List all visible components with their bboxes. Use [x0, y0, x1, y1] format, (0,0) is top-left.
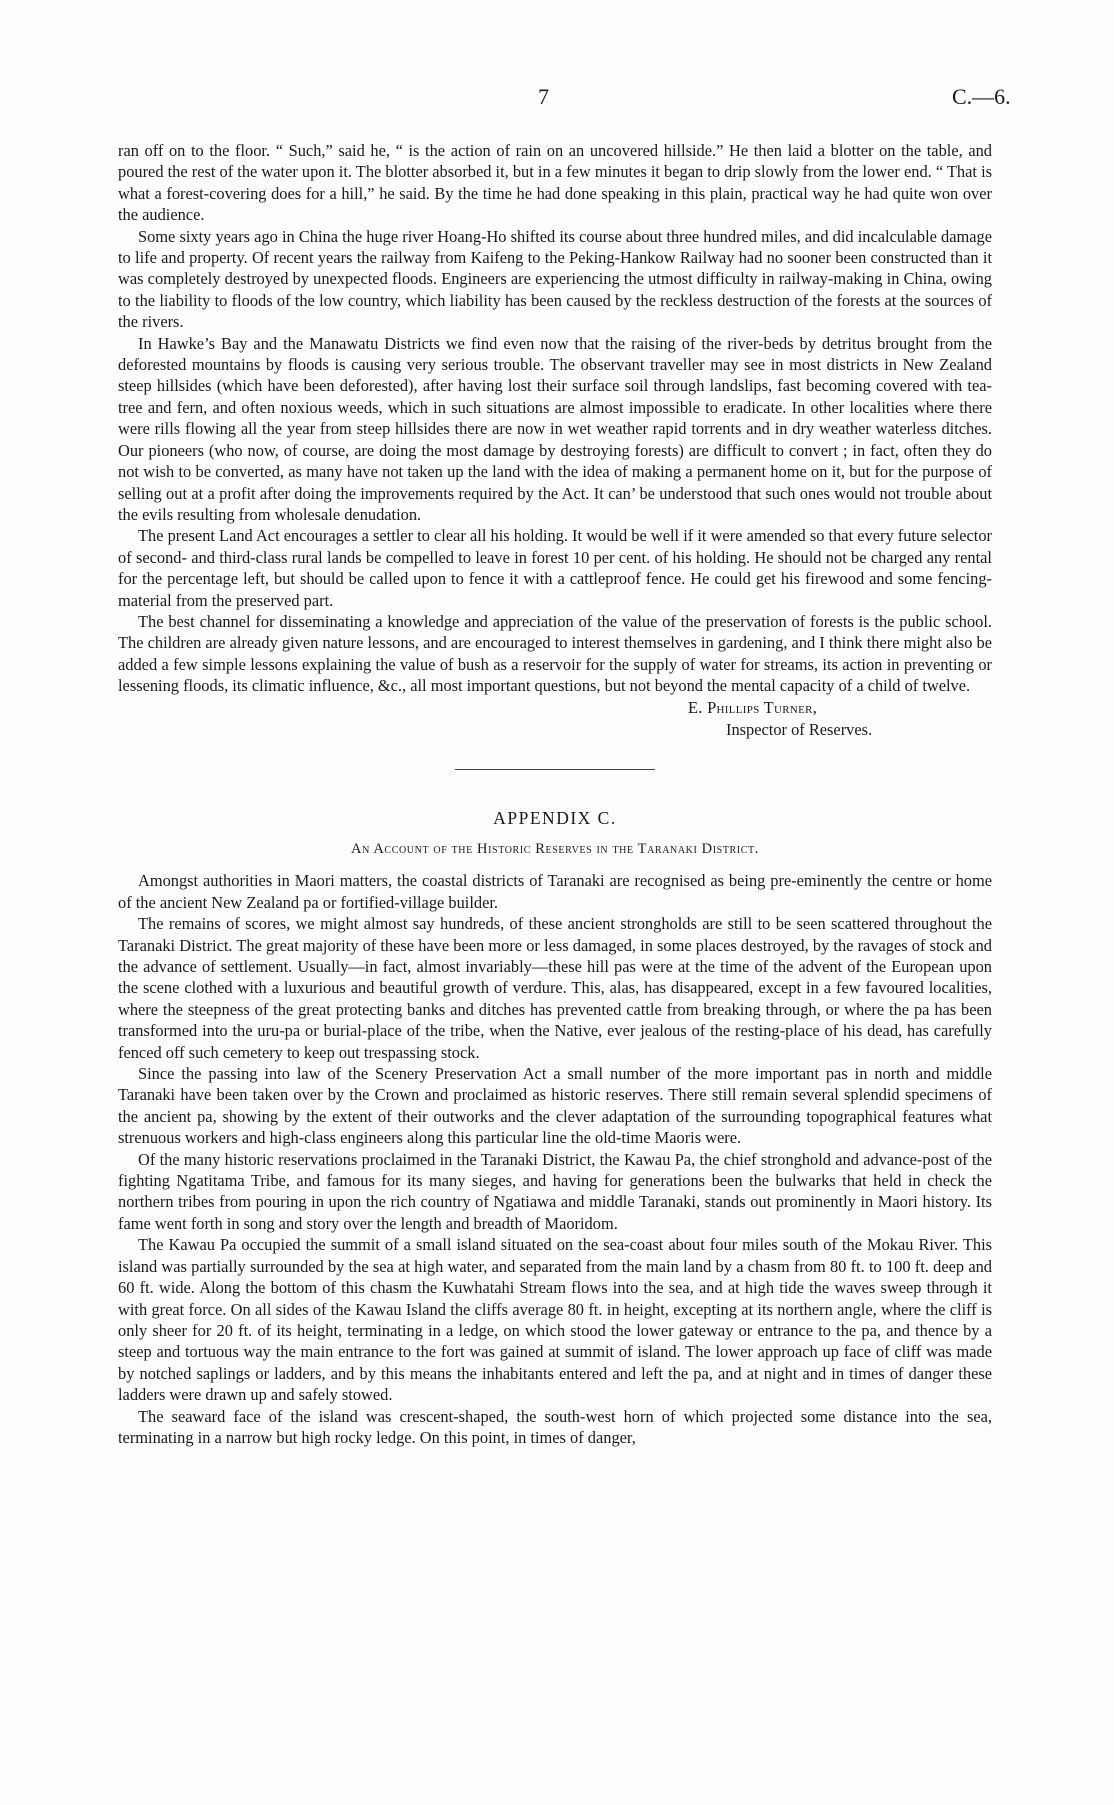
section-divider: [455, 769, 655, 770]
page-header: [0, 84, 1114, 114]
signature-block: [118, 697, 992, 741]
paragraph: The Kawau Pa occupied the summit of a small island situated on the sea-coast about four miles south of the Mokau River. This island was partially surrounded by the sea at high water, and separated from the main land by a chasm from 80 ft. to 100 ft. deep and 60 ft. wide. Along the bottom of this chasm the Kuwhatahi Stream flows into the sea, and at high tide the waves sweep through it with great force. On all sides of the Kawau Island the cliffs average 80 ft. in height, excepting at its northern angle, where the cliff is only sheer for 20 ft. of its height, terminating in a ledge, on which stood the lower gateway or entrance to the pa, and thence by a steep and tortuous way the main entrance to the fort was gained at summit of island. The lower approach up face of cliff was made by notched saplings or ladders, and by this means the inhabitants entered and left the pa, and at night and in times of danger these ladders were drawn up and safely stowed.: [118, 1235, 992, 1405]
signature-title: Inspector of Reserves.: [726, 719, 873, 739]
paragraph: Some sixty years ago in China the huge river Hoang-Ho shifted its course about three hundred miles, and did incalculable damage to life and property. Of recent years the railway from Kaifeng to the Peking-Hankow Railway had no sooner been constructed than it was completely destroyed by unexpected floods. Engineers are experiencing the utmost difficulty in railway-making in China, owing to the liability to floods of the low country, which liability has been caused by the reckless destruction of the forests at the sources of the rivers.: [118, 226, 992, 332]
signature-name: E. Phillips Turner,: [688, 697, 818, 717]
paragraph: In Hawke’s Bay and the Manawatu Districts we find even now that the raising of the river-beds by detritus brought from the deforested mountains by floods is causing very serious trouble. The observant traveller may see in most districts in New Zealand steep hillsides (which have been deforested), after having lost their surface soil through landslips, fast becoming covered with tea-tree and fern, and often noxious weeds, which in such situations are almost impossible to eradicate. In other localities where there were rills flowing all the year from steep hillsides there are now in wet weather rapid torrents and in dry weather waterless ditches. Our pioneers (who now, of course, are doing the most damage by destroying forests) are difficult to convert ; in fact, often they do not wish to be converted, as many have not taken up the land with the idea of making a permanent home on it, but for the purpose of selling out at a profit after doing the improvements required by the Act. It can’ be understood that such ones would not trouble about the evils resulting from wholesale denudation.: [118, 333, 992, 524]
paragraph: The seaward face of the island was crescent-shaped, the south-west horn of which projected some distance into the sea, terminating in a narrow but high rocky ledge. On this point, in times of danger,: [118, 1406, 992, 1447]
paragraph: Amongst authorities in Maori matters, the coastal districts of Taranaki are recognised as being pre-eminently the centre or home of the ancient New Zealand pa or fortified-village builder.: [118, 871, 992, 912]
paragraph: The best channel for disseminating a knowledge and appreciation of the value of the preservation of forests is the public school. The children are already given nature lessons, and are encouraged to interest themselves in gardening, and I think there might also be added a few simple lessons explaining the value of bush as a reservoir for the supply of water for streams, its action in preventing or lessening floods, its climatic influence, &c., all most important questions, but not beyond the mental capacity of a child of twelve.: [118, 611, 992, 696]
paragraph: ran off on to the floor. “ Such,” said he, “ is the action of rain on an uncovered hillside.” He then laid a blotter on the table, and poured the rest of the water upon it. The blotter absorbed it, but in a few minutes it began to drip slowly from the lower end. “ That is what a forest-covering does for a hill,” he said. By the time he had done speaking in this plain, practical way he had quite won over the audience.: [118, 141, 992, 225]
appendix-title: APPENDIX C.: [493, 807, 617, 828]
paragraph: Of the many historic reservations proclaimed in the Taranaki District, the Kawau Pa, the chief stronghold and advance-post of the fighting Ngatitama Tribe, and famous for its many sieges, and having for generations been the bulwarks that held in check the northern tribes from pouring in upon the rich country of Ngatiawa and middle Taranaki, stands out prominently in Maori history. Its fame went forth in song and story over the length and breadth of Maoridom.: [118, 1149, 992, 1233]
page-body: [118, 140, 992, 1448]
paragraph: The remains of scores, we might almost say hundreds, of these ancient strongholds are still to be seen scattered throughout the Taranaki District. The great majority of these have been more or less damaged, in some places destroyed, by the ravages of stock and the advance of settlement. Usually—in fact, almost invariably—these hill pas were at the time of the advent of the European upon the scene clothed with a luxurious and beautiful growth of verdure. This, alas, has disappeared, except in a few favoured localities, where the steepness of the great protecting banks and ditches has prevented cattle from breaking through, or where the pa has been transformed into the uru-pa or burial-place of the tribe, when the Native, ever jealous of the resting-place of his dead, has carefully fenced off such cemetery to keep out trespassing stock.: [118, 914, 992, 1062]
paragraph: Since the passing into law of the Scenery Preservation Act a small number of the more important pas in north and middle Taranaki have been taken over by the Crown and proclaimed as historic reserves. There still remain several splendid specimens of the ancient pa, showing by the extent of their outworks and the clever adaptation of the surrounding topographical features what strenuous workers and high-class engineers along this particular line the old-time Maoris were.: [118, 1064, 992, 1148]
page-number: 7: [538, 84, 549, 109]
paragraph: The present Land Act encourages a settler to clear all his holding. It would be well if it were amended so that every future selector of second- and third-class rural lands be compelled to leave in forest 10 per cent. of his holding. He should not be charged any rental for the percentage left, but should be called upon to fence it with a cattleproof fence. He could get his firewood and some fencing-material from the preserved part.: [118, 526, 992, 610]
appendix-subtitle: An Account of the Historic Reserves in the Taranaki District.: [351, 840, 759, 857]
document-code: C.—6.: [952, 84, 1011, 109]
